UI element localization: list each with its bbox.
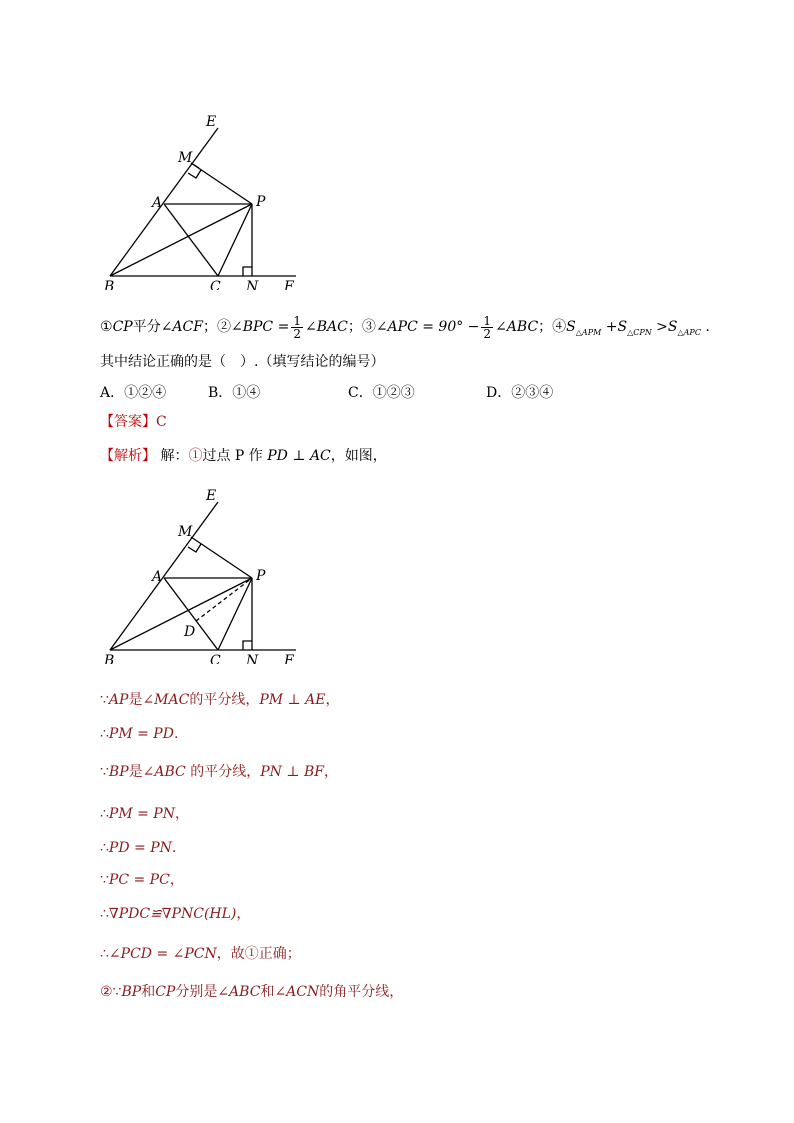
label-n: N (246, 279, 259, 290)
line-ac (164, 204, 218, 276)
step-1-t2: 的平分线， (189, 692, 260, 708)
analysis-intro-num: ① (188, 448, 203, 464)
analysis-intro-a: 解： (160, 448, 189, 464)
choice-b-label: B． (208, 385, 233, 401)
step-5-t1: . (171, 840, 177, 856)
step-7-t1: ， (236, 906, 251, 922)
analysis-intro-c: ，如图， (330, 448, 387, 464)
step-3 (100, 762, 338, 782)
step-9-m1: BP (121, 984, 142, 1000)
step-9-t1: 和 (141, 984, 156, 1000)
s3-fraction (481, 315, 493, 340)
label-f-2: F (284, 653, 294, 664)
step-3-t1: 是 (128, 764, 143, 780)
label-m: M (178, 150, 193, 166)
analysis-tag: 【解析】 (100, 448, 156, 464)
choice-d-value: ②③④ (511, 385, 554, 401)
label-a-2: A (152, 569, 163, 585)
step-6-t1: ， (169, 872, 184, 888)
sep-1: ； (202, 319, 217, 335)
step-5-pre: ∴ (100, 840, 109, 856)
choice-c[interactable] (348, 382, 415, 402)
s4-sub-apm: △APM (575, 328, 602, 337)
step-3-m1: BP (108, 764, 129, 780)
label-c: C (210, 279, 221, 290)
step-9 (100, 982, 403, 1002)
s4-plus: + (605, 319, 618, 335)
step-5-m1: PD = PN (108, 840, 172, 856)
step-8-pre: ∴ (100, 946, 109, 962)
choice-c-value: ①②③ (372, 385, 415, 401)
step-4-t1: ， (174, 806, 189, 822)
s3-rhs: ∠ABC (495, 319, 539, 335)
answer-line (100, 412, 167, 432)
step-9-t2: 分别是 (175, 984, 218, 1000)
s4-sub-cpn: △CPN (627, 328, 652, 337)
s2-frac-den: 2 (293, 326, 301, 341)
label-p-2: P (256, 568, 266, 584)
label-b-2: B (104, 653, 115, 664)
label-b: B (104, 279, 115, 290)
step-9-m4: ∠ACN (274, 984, 320, 1000)
s2-fraction (291, 315, 303, 340)
step-6 (100, 870, 184, 890)
label-m-2: M (178, 524, 193, 540)
line-cp-2 (218, 578, 252, 650)
s3-frac-num: 1 (483, 313, 492, 328)
step-9-pre: ②∵ (100, 984, 122, 1000)
label-n-2: N (246, 653, 259, 664)
s4-s1: S (566, 319, 576, 335)
step-3-pre: ∵ (100, 764, 109, 780)
step-9-m3: ∠ABC (217, 984, 261, 1000)
step-4-pre: ∴ (100, 806, 109, 822)
right-angle-n-2 (243, 641, 252, 650)
figure-2-svg (100, 484, 310, 664)
label-a: A (152, 195, 163, 211)
step-1-t1: 是 (128, 692, 143, 708)
step-4-m1: PM = PN (108, 806, 175, 822)
choice-d[interactable] (486, 382, 553, 402)
step-8 (100, 944, 301, 964)
step-7-m1: ∇PDC≌∇PNC(HL) (108, 906, 237, 922)
s4-s2: S (617, 319, 628, 335)
s4-gt: > (656, 319, 668, 335)
step-1-pre: ∵ (100, 692, 109, 708)
s3-lhs: ∠APC = 90° − (375, 319, 480, 335)
choice-b[interactable] (208, 382, 260, 402)
right-angle-n (243, 267, 252, 276)
sep-2: ； (347, 319, 362, 335)
figure-2 (100, 484, 310, 664)
label-e: E (206, 114, 217, 130)
choice-a-value: ①②④ (124, 385, 167, 401)
step-3-m2: ∠ABC (142, 764, 186, 780)
figure-1-svg (100, 110, 310, 290)
step-9-t4: 的角平分线， (319, 984, 404, 1000)
s4-number: ④ (552, 319, 567, 335)
step-9-m2: CP (155, 984, 176, 1000)
s4-s3: S (667, 319, 678, 335)
step-6-pre: ∵ (100, 872, 109, 888)
line-pd-dashed (196, 578, 252, 621)
s1-text: 平分 (132, 319, 161, 335)
step-9-t3: 和 (260, 984, 275, 1000)
s3-frac-den: 2 (483, 326, 492, 341)
label-e-2: E (206, 488, 217, 504)
s4-end: . (705, 319, 710, 335)
choice-a-label: A． (100, 385, 125, 401)
sep-3: ； (538, 319, 553, 335)
step-7 (100, 904, 250, 924)
step-7-pre: ∴ (100, 906, 109, 922)
step-2-pre: ∴ (100, 726, 109, 742)
label-p: P (256, 194, 266, 210)
step-8-m2: ① (244, 946, 259, 962)
step-2-m1: PM = PD (108, 726, 174, 742)
choice-c-label: C． (348, 385, 373, 401)
label-f: F (284, 279, 294, 290)
step-6-m1: PC = PC (108, 872, 170, 888)
step-3-t3: ， (323, 764, 338, 780)
s3-number: ③ (361, 319, 376, 335)
answer-tag: 【答案】 (100, 414, 156, 430)
label-c-2: C (210, 653, 221, 664)
step-8-t1: ，故 (216, 946, 245, 962)
line-mp-2 (191, 537, 252, 578)
step-3-t2: 的平分线， (185, 764, 261, 780)
analysis-intro-math: PD ⊥ AC (267, 448, 331, 464)
line-bp (110, 204, 252, 276)
figure-1 (100, 110, 310, 290)
analysis-intro-b: 过点 P 作 (202, 448, 263, 464)
line-bp-2 (110, 578, 252, 650)
step-1-m3: PM ⊥ AE (259, 692, 326, 708)
s1-angle: ∠ACF (160, 319, 203, 335)
step-2-t1: . (173, 726, 179, 742)
line-cp (218, 204, 252, 276)
s2-number: ② (216, 319, 231, 335)
s2-rhs: ∠BAC (304, 319, 348, 335)
line-mp (191, 163, 252, 204)
step-3-m3: PN ⊥ BF (260, 764, 324, 780)
label-d-2: D (184, 624, 196, 640)
s2-lhs: ∠BPC = (230, 319, 290, 335)
step-8-t2: 正确； (258, 946, 301, 962)
right-angle-m (188, 170, 201, 178)
question-text: 其中结论正确的是（ ）.（填写结论的编号） (100, 354, 385, 370)
step-1 (100, 690, 340, 710)
s1-number: ① (100, 319, 113, 335)
choice-a[interactable] (100, 382, 166, 402)
choice-d-label: D． (486, 385, 512, 401)
s2-frac-num: 1 (293, 313, 301, 328)
s4-sub-apc: △APC (677, 328, 701, 337)
answer-value: C (156, 414, 167, 430)
step-1-m2: ∠MAC (142, 692, 190, 708)
choice-b-value: ①④ (232, 385, 261, 401)
step-4 (100, 804, 189, 824)
s1-cp: CP (112, 319, 133, 335)
step-1-m1: AP (108, 692, 129, 708)
step-5 (100, 838, 176, 858)
step-2 (100, 724, 178, 744)
analysis-intro (100, 446, 387, 466)
right-angle-m-2 (188, 544, 201, 552)
statements-line (100, 312, 710, 348)
step-1-t3: ， (325, 692, 340, 708)
step-8-m1: ∠PCD = ∠PCN (108, 946, 217, 962)
